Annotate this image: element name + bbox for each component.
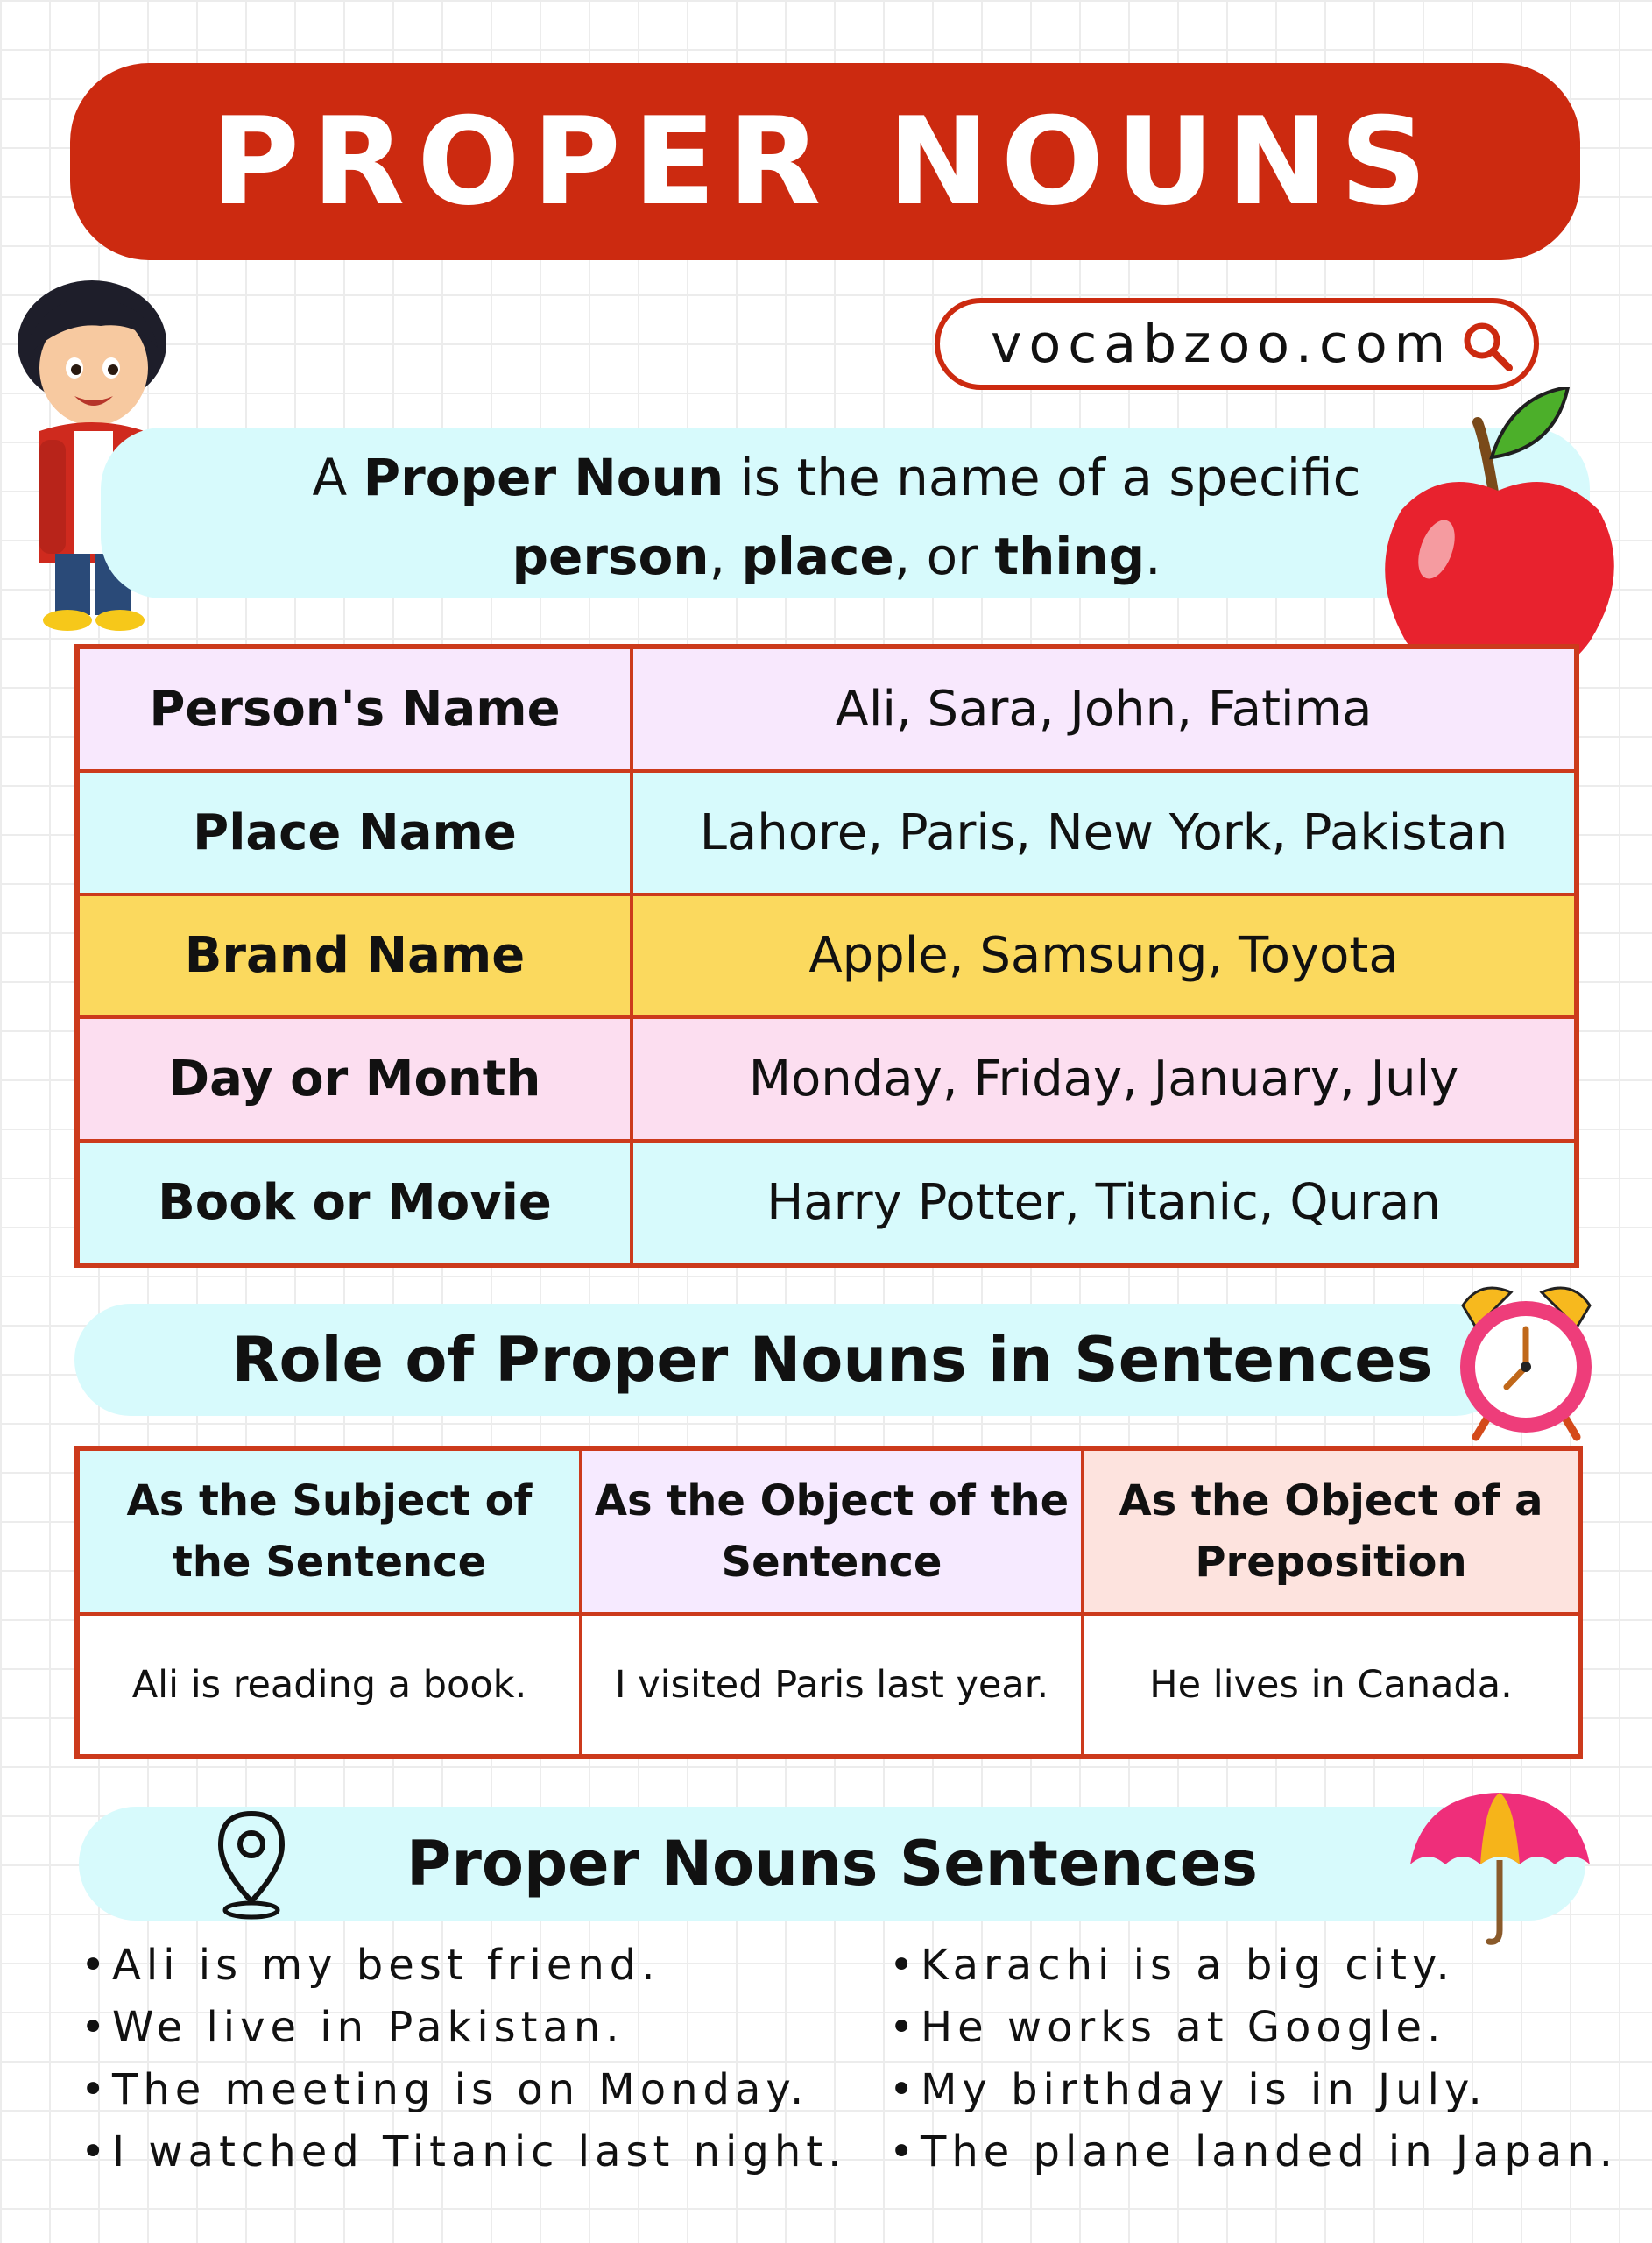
- definition-thing: thing: [994, 527, 1146, 586]
- role-header: As the Object of a Preposition: [1083, 1449, 1579, 1614]
- role-example: Ali is reading a book.: [78, 1614, 581, 1756]
- definition-separator: ,: [709, 527, 742, 586]
- example-cell: Monday, Friday, January, July: [632, 1017, 1576, 1141]
- role-table: [74, 1446, 1583, 1759]
- bullet: •: [889, 1941, 920, 1990]
- apple-icon: [1380, 387, 1620, 683]
- definition-separator: , or: [893, 527, 995, 586]
- sentence-text: The plane landed in Japan.: [921, 2127, 1619, 2176]
- example-cell: Apple, Samsung, Toyota: [632, 895, 1576, 1018]
- title-banner: [70, 63, 1580, 260]
- sentence-item: [81, 2059, 895, 2121]
- sentences-right-column: [889, 1935, 1651, 2183]
- sentence-text: He works at Google.: [921, 2003, 1446, 2052]
- bullet: •: [81, 1941, 111, 1990]
- sentence-text: We live in Pakistan.: [112, 2003, 625, 2052]
- definition-part: is the name of a specific: [724, 448, 1361, 507]
- bullet: •: [81, 2065, 111, 2114]
- page-title: PROPER NOUNS: [210, 91, 1440, 232]
- bullet: •: [889, 2065, 920, 2114]
- proper-noun-table: [74, 644, 1579, 1268]
- sentences-heading: Proper Nouns Sentences: [406, 1828, 1258, 1900]
- category-cell: Book or Movie: [78, 1141, 632, 1264]
- sentence-item: [81, 1935, 895, 1997]
- definition-part: A: [312, 448, 364, 507]
- website-badge[interactable]: [935, 298, 1539, 390]
- category-cell: Place Name: [78, 771, 632, 895]
- sentence-text: Karachi is a big city.: [921, 1941, 1455, 1990]
- definition-end: .: [1145, 527, 1161, 586]
- sentence-item: [81, 1997, 895, 2059]
- sentence-item: [889, 2121, 1651, 2183]
- bullet: •: [81, 2127, 111, 2176]
- category-cell: Day or Month: [78, 1017, 632, 1141]
- example-cell: Harry Potter, Titanic, Quran: [632, 1141, 1576, 1264]
- example-cell: Ali, Sara, John, Fatima: [632, 647, 1576, 771]
- sentence-text: The meeting is on Monday.: [112, 2065, 809, 2114]
- sentences-left-column: [81, 1935, 895, 2183]
- definition-text: [254, 438, 1419, 596]
- role-header: As the Object of the Sentence: [581, 1449, 1083, 1614]
- example-cell: Lahore, Paris, New York, Pakistan: [632, 771, 1576, 895]
- website-text: vocabzoo.com: [991, 313, 1453, 375]
- sentence-text: Ali is my best friend.: [112, 1941, 660, 1990]
- definition-term: Proper Noun: [363, 448, 724, 507]
- category-cell: Brand Name: [78, 895, 632, 1018]
- sentence-item: [81, 2121, 895, 2183]
- bullet: •: [889, 2003, 920, 2052]
- role-example: I visited Paris last year.: [581, 1614, 1083, 1756]
- category-cell: Person's Name: [78, 647, 632, 771]
- definition-place: place: [741, 527, 894, 586]
- search-icon: [1460, 319, 1514, 373]
- role-header: As the Subject of the Sentence: [78, 1449, 581, 1614]
- role-heading: Role of Proper Nouns in Sentences: [231, 1324, 1433, 1396]
- bullet: •: [81, 2003, 111, 2052]
- bullet: •: [889, 2127, 920, 2176]
- sentence-item: [889, 1935, 1651, 1997]
- sentence-item: [889, 1997, 1651, 2059]
- umbrella-icon: [1406, 1786, 1594, 1948]
- role-example: He lives in Canada.: [1083, 1614, 1579, 1756]
- sentence-text: My birthday is in July.: [921, 2065, 1487, 2114]
- sentence-item: [889, 2059, 1651, 2121]
- definition-person: person: [512, 527, 710, 586]
- sentence-text: I watched Titanic last night.: [112, 2127, 847, 2176]
- alarm-clock-icon: [1445, 1275, 1607, 1441]
